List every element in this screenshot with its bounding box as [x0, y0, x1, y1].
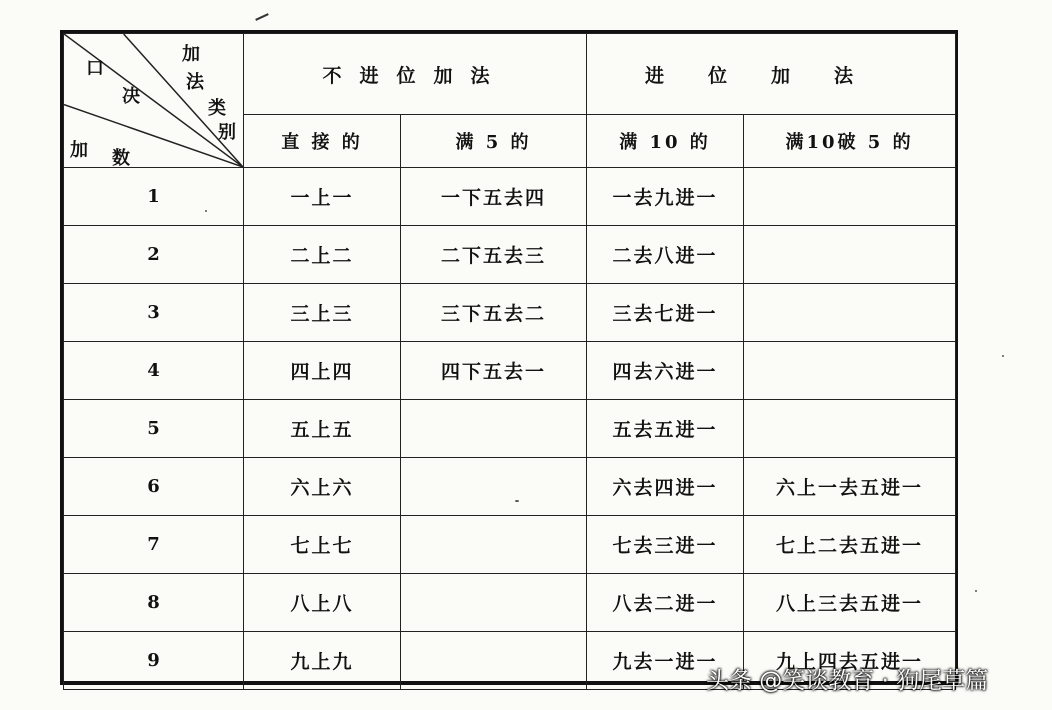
addend-cell: 9	[64, 632, 244, 690]
full-5-cell	[401, 574, 587, 632]
corner-fa: 法	[186, 72, 204, 93]
full-5-cell	[401, 458, 587, 516]
subheader-direct: 直 接 的	[244, 115, 401, 168]
table-row	[64, 516, 956, 574]
full-10-break-5-cell: 六上一去五进一	[744, 458, 956, 516]
header-carry: 进位加法	[587, 34, 956, 115]
corner-kou: 口	[86, 58, 104, 79]
corner-shu: 数	[112, 148, 130, 169]
full-10-break-5-cell	[744, 226, 956, 284]
table-row	[64, 284, 956, 342]
table-row	[64, 458, 956, 516]
full-5-cell: 四下五去一	[401, 342, 587, 400]
direct-cell: 四上四	[244, 342, 401, 400]
full-10-cell: 二去八进一	[587, 226, 744, 284]
full-10-cell: 七去三进一	[587, 516, 744, 574]
full-5-cell	[401, 632, 587, 690]
full-10-break-5-cell: 八上三去五进一	[744, 574, 956, 632]
corner-bie: 别	[218, 122, 236, 143]
direct-cell: 三上三	[244, 284, 401, 342]
corner-jue: 决	[122, 86, 140, 107]
header-no-carry: 不进位加法	[244, 34, 587, 115]
addend-cell: 6	[64, 458, 244, 516]
direct-cell: 七上七	[244, 516, 401, 574]
addend-cell: 8	[64, 574, 244, 632]
full-5-cell	[401, 516, 587, 574]
subheader-full-5: 满 5 的	[401, 115, 587, 168]
direct-cell: 六上六	[244, 458, 401, 516]
addend-cell: 4	[64, 342, 244, 400]
full-10-cell: 九去一进一	[587, 632, 744, 690]
full-10-break-5-cell	[744, 342, 956, 400]
full-10-break-5-cell	[744, 168, 956, 226]
speck	[975, 590, 977, 592]
corner-jia-top: 加	[182, 44, 200, 65]
abacus-addition-table	[60, 30, 958, 685]
addend-cell: 1	[64, 168, 244, 226]
full-10-cell: 五去五进一	[587, 400, 744, 458]
full-10-cell: 三去七进一	[587, 284, 744, 342]
full-10-cell: 一去九进一	[587, 168, 744, 226]
direct-cell: 九上九	[244, 632, 401, 690]
addend-cell: 3	[64, 284, 244, 342]
full-10-break-5-cell: 七上二去五进一	[744, 516, 956, 574]
full-10-break-5-cell: 九上四去五进一	[744, 632, 956, 690]
direct-cell: 五上五	[244, 400, 401, 458]
speck	[1002, 355, 1004, 357]
addend-cell: 2	[64, 226, 244, 284]
full-5-cell	[401, 400, 587, 458]
speck	[205, 210, 207, 212]
full-5-cell: 二下五去三	[401, 226, 587, 284]
full-5-cell: 一下五去四	[401, 168, 587, 226]
subheader-full-10: 满 10 的	[587, 115, 744, 168]
full-5-cell: 三下五去二	[401, 284, 587, 342]
watermark: 头条 @笑谈教育 · 狗尾草篇	[706, 668, 989, 694]
table-row	[64, 168, 956, 226]
corner-lei: 类	[208, 98, 226, 119]
subheader-full-10-break-5: 满10破 5 的	[744, 115, 956, 168]
direct-cell: 一上一	[244, 168, 401, 226]
table	[63, 33, 956, 690]
table-row	[64, 574, 956, 632]
stray-mark	[255, 13, 269, 21]
addend-cell: 5	[64, 400, 244, 458]
diagonal-corner-header	[64, 34, 244, 168]
table-row	[64, 226, 956, 284]
direct-cell: 二上二	[244, 226, 401, 284]
full-10-cell: 八去二进一	[587, 574, 744, 632]
full-10-cell: 六去四进一	[587, 458, 744, 516]
direct-cell: 八上八	[244, 574, 401, 632]
table-row	[64, 400, 956, 458]
full-10-break-5-cell	[744, 284, 956, 342]
table-row	[64, 342, 956, 400]
addend-cell: 7	[64, 516, 244, 574]
full-10-cell: 四去六进一	[587, 342, 744, 400]
speck	[515, 500, 519, 502]
corner-jia-left: 加	[70, 140, 88, 161]
full-10-break-5-cell	[744, 400, 956, 458]
